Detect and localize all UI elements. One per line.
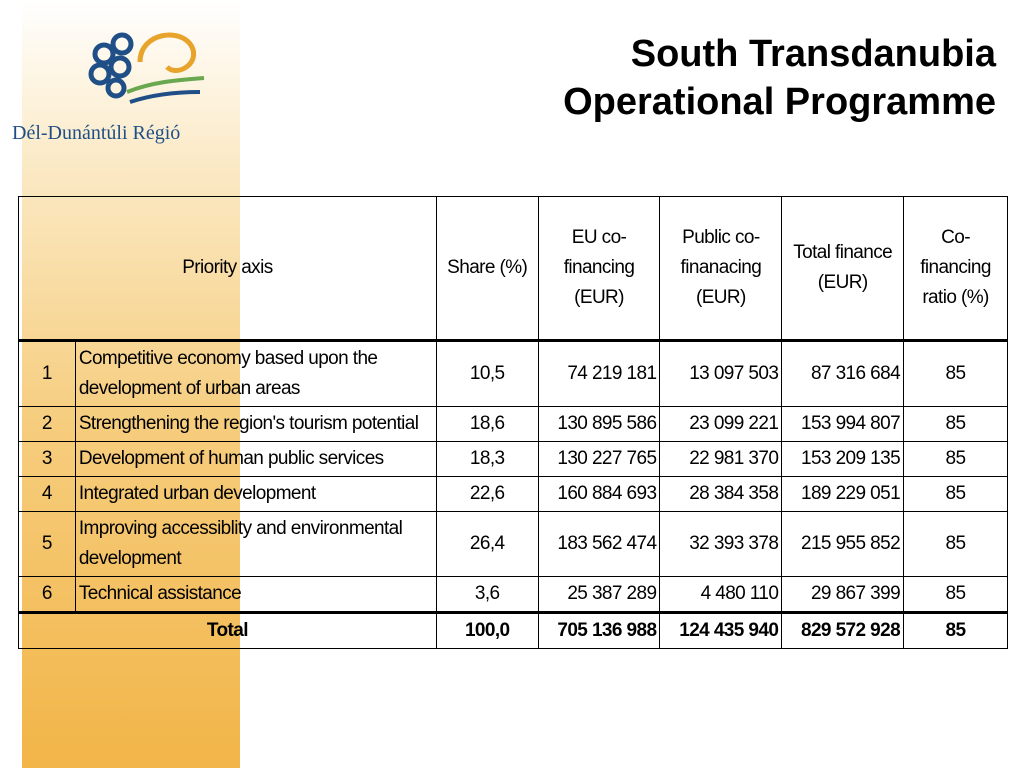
row-ratio: 85 <box>904 407 1008 442</box>
row-number: 6 <box>19 577 76 613</box>
title-line-2: Operational Programme <box>563 81 996 123</box>
row-public: 28 384 358 <box>660 477 782 512</box>
header-cofinancing-ratio: Co-financing ratio (%) <box>904 197 1008 341</box>
total-ratio: 85 <box>904 613 1008 649</box>
row-priority-name: Strengthening the region's tourism potential <box>75 407 436 442</box>
table-header-row <box>19 197 1008 341</box>
row-eu: 130 895 586 <box>538 407 660 442</box>
row-share: 22,6 <box>436 477 538 512</box>
row-eu: 160 884 693 <box>538 477 660 512</box>
row-eu: 183 562 474 <box>538 512 660 577</box>
header-priority-axis: Priority axis <box>19 197 437 341</box>
header-eu-cofinancing: EU co-financing (EUR) <box>538 197 660 341</box>
total-label: Total <box>19 613 437 649</box>
region-logo <box>12 22 262 162</box>
total-total: 829 572 928 <box>782 613 904 649</box>
row-ratio: 85 <box>904 341 1008 407</box>
row-priority-name: Competitive economy based upon the development of urban areas <box>75 341 436 407</box>
row-eu: 74 219 181 <box>538 341 660 407</box>
row-total: 215 955 852 <box>782 512 904 577</box>
row-number: 2 <box>19 407 76 442</box>
row-priority-name: Integrated urban development <box>75 477 436 512</box>
row-ratio: 85 <box>904 577 1008 613</box>
row-public: 4 480 110 <box>660 577 782 613</box>
region-logo-icon <box>82 22 212 117</box>
row-priority-name: Technical assistance <box>75 577 436 613</box>
row-number: 3 <box>19 442 76 477</box>
table-total-row <box>19 613 1008 649</box>
table-row <box>19 442 1008 477</box>
row-priority-name: Improving accessiblity and environmental development <box>75 512 436 577</box>
row-priority-name: Development of human public services <box>75 442 436 477</box>
total-public: 124 435 940 <box>660 613 782 649</box>
row-total: 153 994 807 <box>782 407 904 442</box>
row-number: 1 <box>19 341 76 407</box>
header-total-finance: Total finance (EUR) <box>782 197 904 341</box>
row-number: 4 <box>19 477 76 512</box>
finance-table <box>18 196 1008 649</box>
row-share: 3,6 <box>436 577 538 613</box>
row-ratio: 85 <box>904 477 1008 512</box>
table-row <box>19 477 1008 512</box>
row-public: 32 393 378 <box>660 512 782 577</box>
total-share: 100,0 <box>436 613 538 649</box>
header-public-cofinancing: Public co-finanacing (EUR) <box>660 197 782 341</box>
logo-text: Dél-Dunántúli Régió <box>12 122 181 144</box>
row-total: 87 316 684 <box>782 341 904 407</box>
row-public: 22 981 370 <box>660 442 782 477</box>
row-share: 18,3 <box>436 442 538 477</box>
row-share: 26,4 <box>436 512 538 577</box>
row-ratio: 85 <box>904 512 1008 577</box>
table-row <box>19 577 1008 613</box>
header-share: Share (%) <box>436 197 538 341</box>
row-total: 189 229 051 <box>782 477 904 512</box>
table-row <box>19 407 1008 442</box>
row-public: 23 099 221 <box>660 407 782 442</box>
total-eu: 705 136 988 <box>538 613 660 649</box>
table-row <box>19 512 1008 577</box>
row-share: 10,5 <box>436 341 538 407</box>
row-number: 5 <box>19 512 76 577</box>
row-eu: 25 387 289 <box>538 577 660 613</box>
row-total: 153 209 135 <box>782 442 904 477</box>
row-ratio: 85 <box>904 442 1008 477</box>
row-total: 29 867 399 <box>782 577 904 613</box>
row-public: 13 097 503 <box>660 341 782 407</box>
page-title <box>563 30 996 126</box>
row-eu: 130 227 765 <box>538 442 660 477</box>
row-share: 18,6 <box>436 407 538 442</box>
title-line-1: South Transdanubia <box>630 33 996 75</box>
table-row <box>19 341 1008 407</box>
